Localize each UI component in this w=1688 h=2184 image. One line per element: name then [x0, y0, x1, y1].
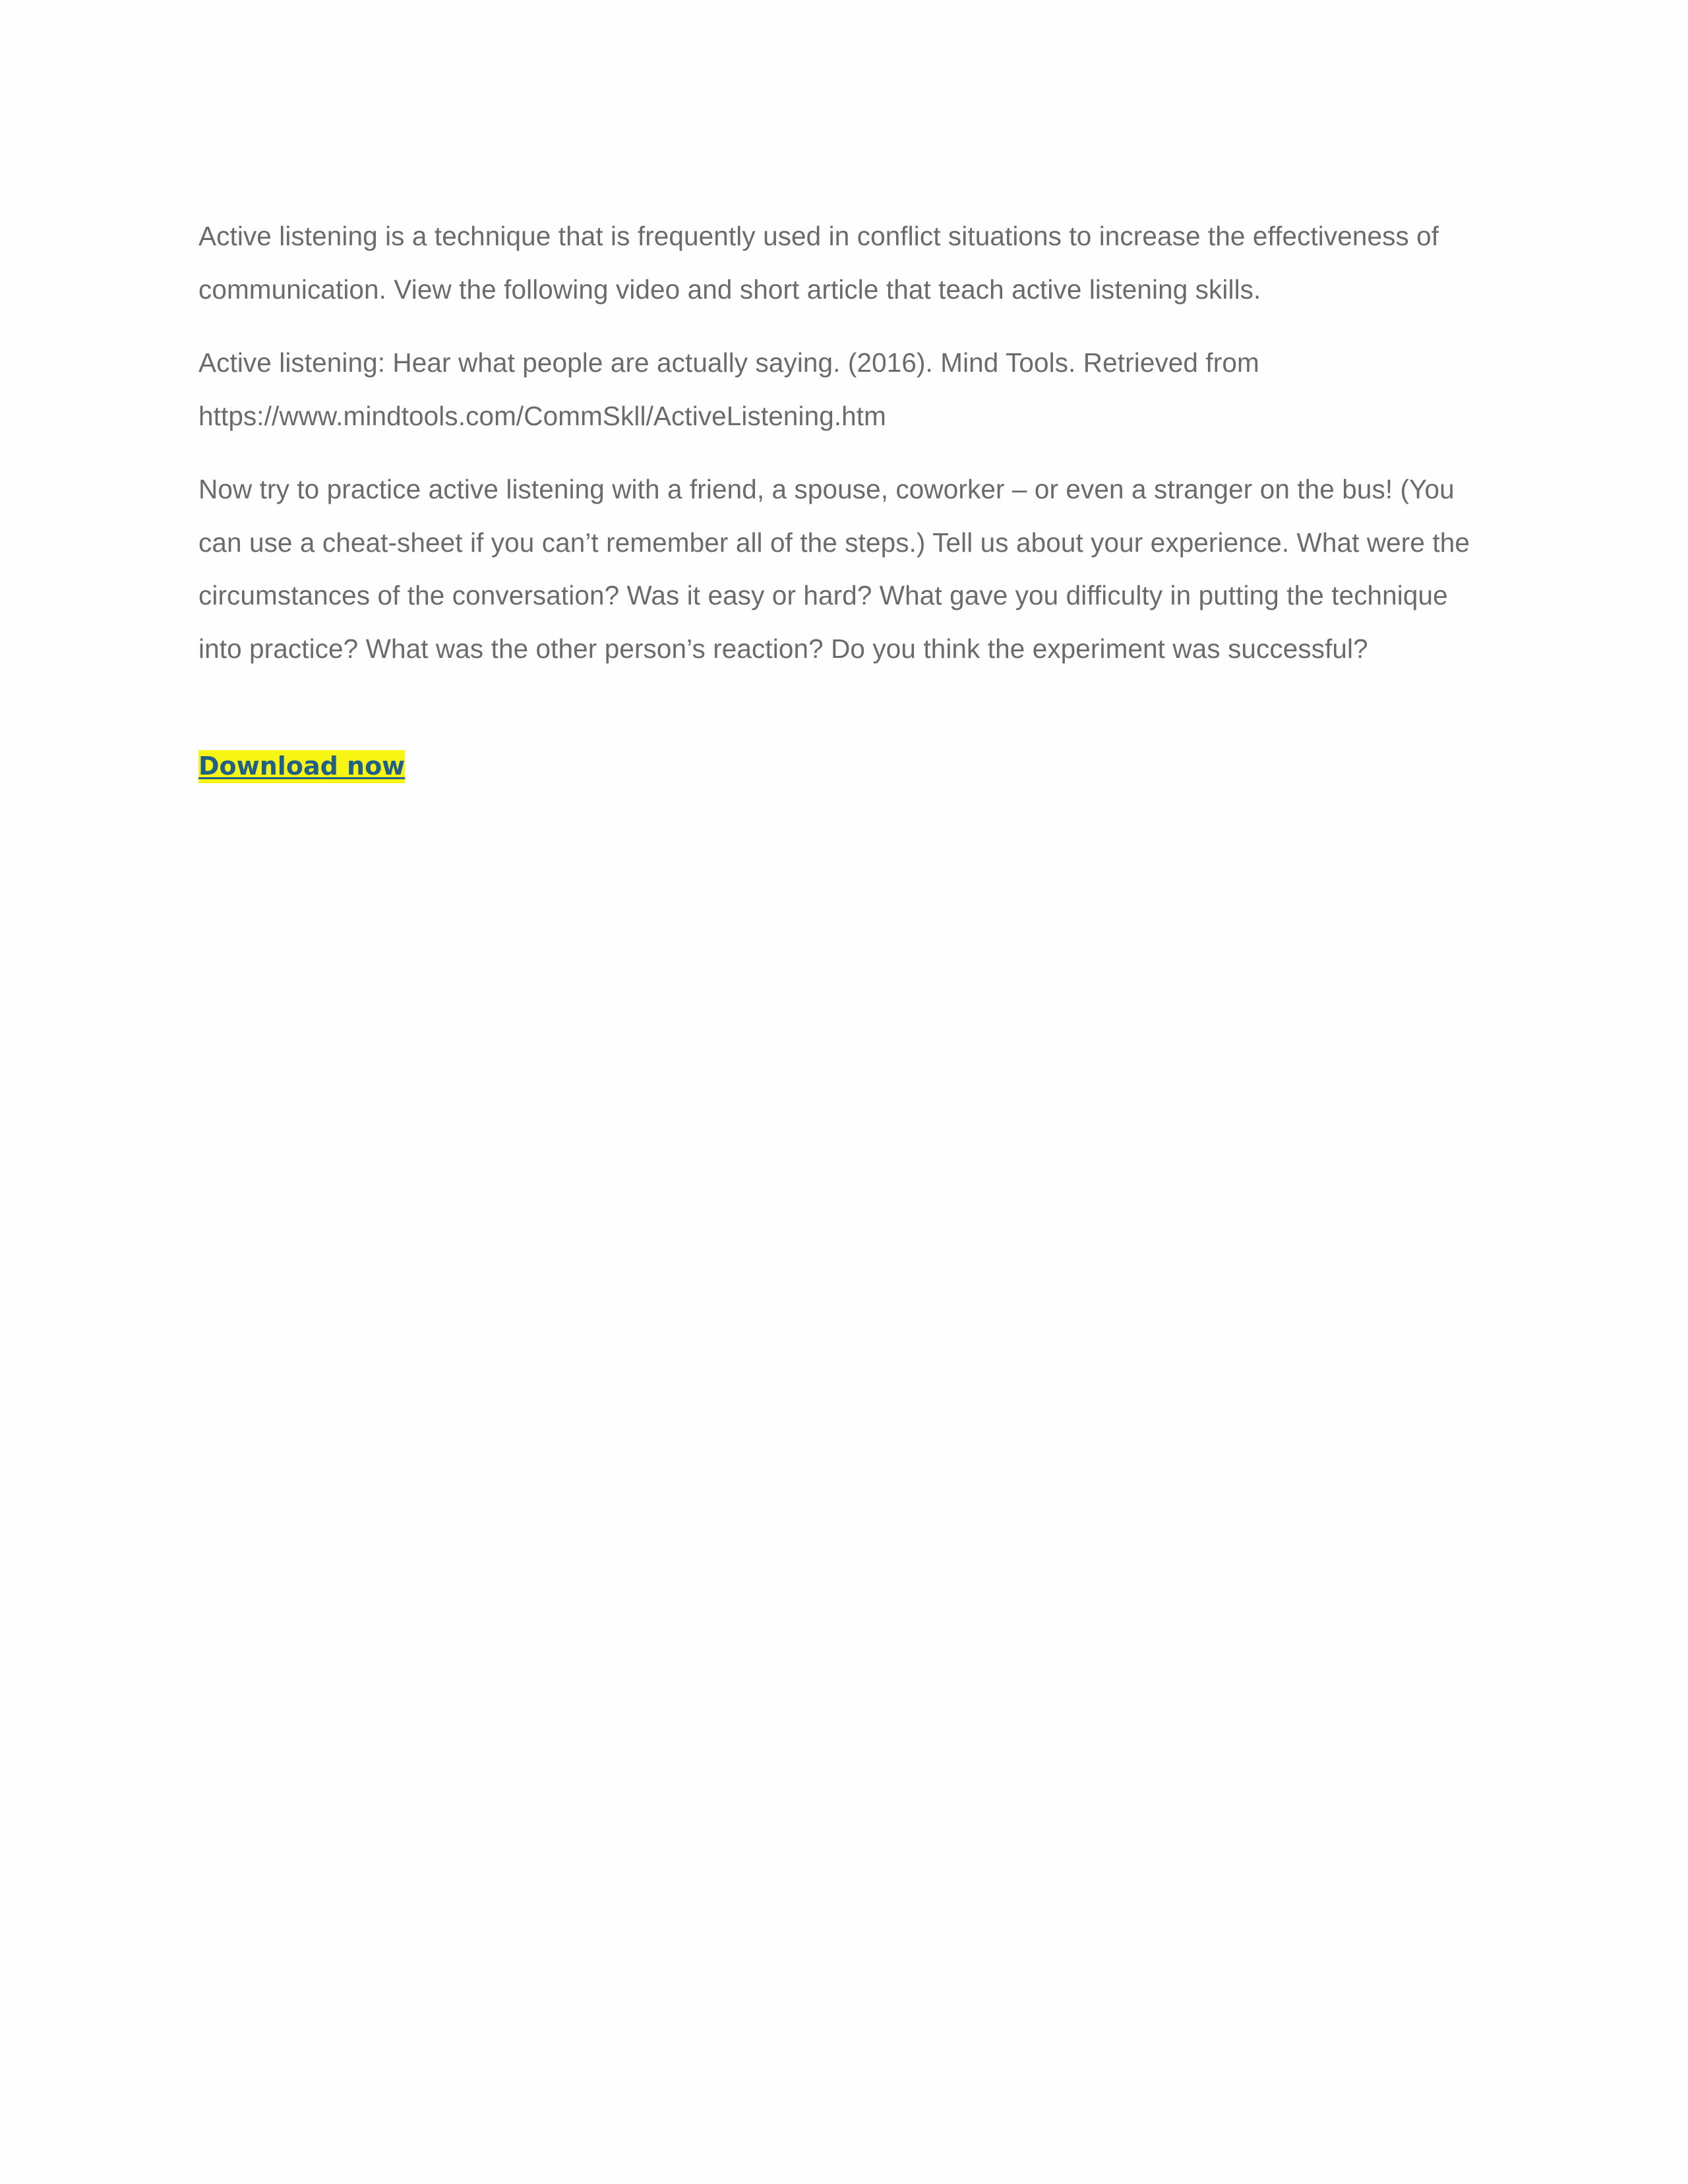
prompt-paragraph: Now try to practice active listening with a friend, a spouse, coworker – or even a stranger on the bus! (You can use a cheat-sheet if you can’t remember all of the steps.) Tell us about your experience. What were the circumstances of the conversation? Was it easy or hard? What gave you difficulty in putting the technique into practice? What was the other person’s reaction? Do you think the experiment was successful? [198, 474, 1470, 664]
document-body [198, 210, 1491, 799]
download-section [198, 740, 1491, 799]
download-now-link[interactable]: Download now [198, 750, 405, 783]
citation-paragraph [198, 336, 1491, 442]
intro-paragraph: Active listening is a technique that is frequently used in conflict situations to increase the effectiveness of communication. View the following video and short article that teach active listening skills. [198, 221, 1439, 305]
citation-url[interactable]: https://www.mindtools.com/CommSkll/ActiveListening.htm [198, 400, 886, 431]
citation-text: Active listening: Hear what people are actually saying. (2016). Mind Tools. Retrieved from [198, 347, 1259, 378]
